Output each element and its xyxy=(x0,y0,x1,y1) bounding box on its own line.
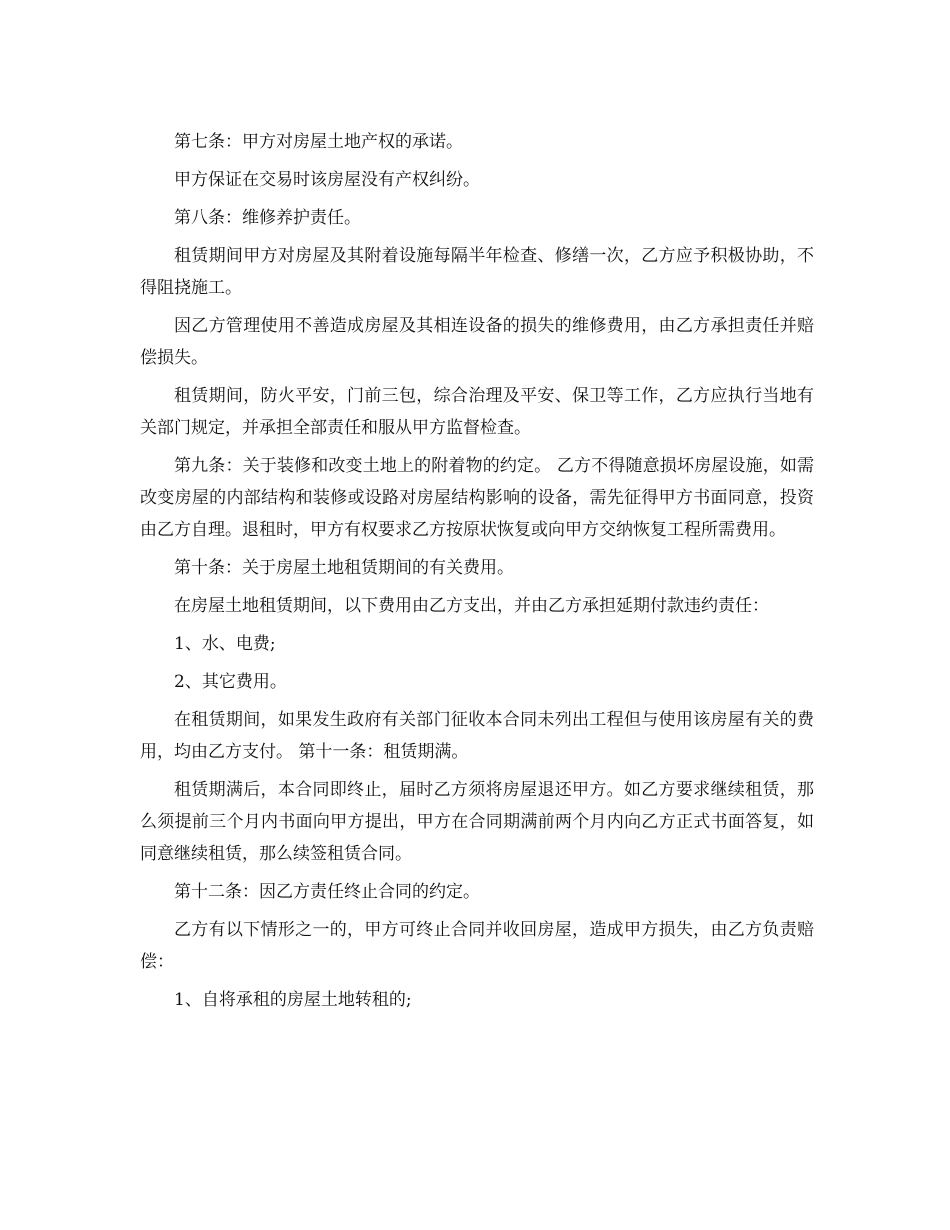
list-item: 1、水、电费; xyxy=(174,634,276,654)
clause-9-paragraph: 第九条：关于装修和改变土地上的附着物的约定。 乙方不得随意损坏房屋设施，如需改变房屋的内部结构和装修或设路对房屋结构影响的设备，需先征得甲方书面同意，投资由乙方自理。退租时，甲方有权要求乙方按原状恢复或向甲方交纳恢复工程所需费用。 xyxy=(140,456,814,540)
list-item: 1、自将承租的房屋土地转租的; xyxy=(174,990,412,1010)
document-body xyxy=(140,126,814,1022)
paragraph: 租赁期间甲方对房屋及其附着设施每隔半年检查、修缮一次，乙方应予积极协助，不得阻挠施工。 xyxy=(140,246,814,298)
paragraph: 因乙方管理使用不善造成房屋及其相连设备的损失的维修费用，由乙方承担责任并赔偿损失。 xyxy=(140,316,814,368)
clause-8-heading: 第八条：维修养护责任。 xyxy=(174,208,361,228)
paragraph: 在租赁期间，如果发生政府有关部门征收本合同未列出工程但与使用该房屋有关的费用，均由乙方支付。 第十一条：租赁期满。 xyxy=(140,710,814,762)
paragraph: 在房屋土地租赁期间，以下费用由乙方支出，并由乙方承担延期付款违约责任： xyxy=(174,596,769,616)
clause-7-heading: 第七条：甲方对房屋土地产权的承诺。 xyxy=(174,132,463,152)
paragraph: 乙方有以下情形之一的，甲方可终止合同并收回房屋，造成甲方损失，由乙方负责赔偿： xyxy=(140,920,814,972)
list-item: 2、其它费用。 xyxy=(174,672,287,692)
paragraph: 甲方保证在交易时该房屋没有产权纠纷。 xyxy=(174,170,480,190)
clause-10-heading: 第十条：关于房屋土地租赁期间的有关费用。 xyxy=(174,558,514,578)
paragraph: 租赁期间，防火平安，门前三包，综合治理及平安、保卫等工作，乙方应执行当地有关部门规定，并承担全部责任和服从甲方监督检查。 xyxy=(140,386,814,438)
paragraph: 租赁期满后，本合同即终止，届时乙方须将房屋退还甲方。如乙方要求继续租赁，那么须提前三个月内书面向甲方提出，甲方在合同期满前两个月内向乙方正式书面答复，如同意继续租赁，那么续签租赁合同。 xyxy=(140,780,814,864)
clause-12-heading: 第十二条：因乙方责任终止合同的约定。 xyxy=(174,882,480,902)
